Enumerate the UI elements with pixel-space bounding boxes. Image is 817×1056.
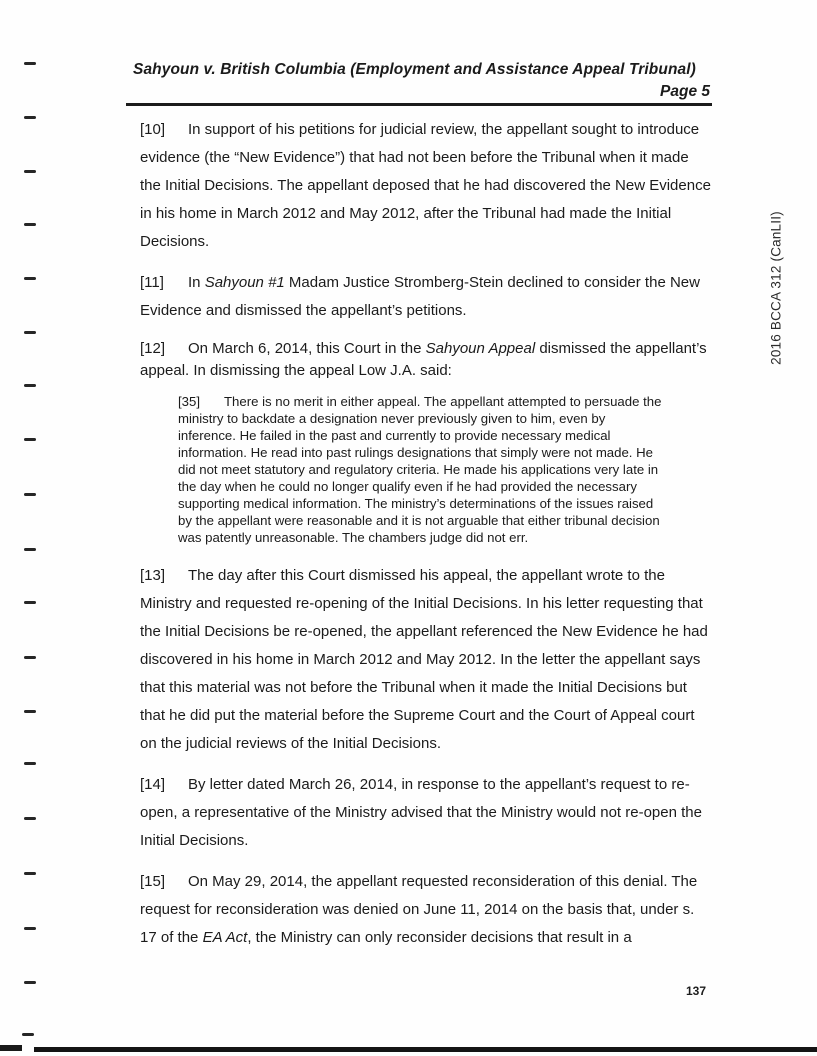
scan-artifact-dash bbox=[24, 493, 36, 496]
scan-artifact-dash bbox=[24, 170, 36, 173]
scan-artifact-dash bbox=[24, 762, 36, 765]
paragraph-10 bbox=[140, 116, 712, 256]
quote-text: There is no merit in either appeal. The appellant attempted to persuade the ministry to backdate a designation never previously given to him, even by inference. He failed in the past and currently to provide necessary medical information. He read into past rulings designations that simply were not made. He did not meet statutory and regulatory criteria. He made his applications very late in the day when he could no longer qualify even if he had provided the necessary supporting medical information. The ministry’s determinations of the issues raised by the appellant were reasonable and it is not arguable that either tribunal decision was patently unreasonable. The chambers judge did not err. bbox=[178, 394, 662, 545]
paragraph-12 bbox=[140, 338, 712, 382]
paragraph-text: In support of his petitions for judicial review, the appellant sought to introduce evidence (the “New Evidence”) that had not been before the Tribunal when it made the Initial Decisions. The appellant deposed that he had discovered the New Evidence in his home in March 2012 and May 2012, after the Tribunal had made the Initial Decisions. bbox=[140, 121, 711, 250]
scan-artifact-dash bbox=[24, 656, 36, 659]
scan-artifact-dash bbox=[24, 223, 36, 226]
document-body bbox=[140, 112, 712, 965]
paragraph-text: By letter dated March 26, 2014, in response to the appellant’s request to re-open, a representative of the Ministry advised that the Ministry would not re-open the Initial Decisions. bbox=[140, 776, 702, 849]
scan-artifact-dash bbox=[24, 438, 36, 441]
document-header bbox=[126, 60, 712, 106]
page-number-label: Page 5 bbox=[660, 83, 710, 100]
scan-artifact-dash bbox=[24, 927, 36, 930]
paragraph-number: [14] bbox=[140, 776, 166, 793]
paragraph-number: [12] bbox=[140, 340, 166, 357]
paragraph-number: [13] bbox=[140, 567, 166, 584]
case-title: Sahyoun v. British Columbia (Employment and Assistance Appeal Tribunal) bbox=[133, 61, 696, 78]
scan-artifact-dash bbox=[24, 817, 36, 820]
paragraph-number: [15] bbox=[140, 873, 166, 890]
footer-page-number: 137 bbox=[686, 984, 707, 998]
scan-artifact-bottom-bar bbox=[34, 1047, 817, 1052]
scan-artifact-dash bbox=[24, 277, 36, 280]
scan-artifact-dash bbox=[22, 1033, 34, 1036]
scan-artifact-dash bbox=[24, 331, 36, 334]
paragraph-text: On March 6, 2014, this Court in the Sahyoun Appeal dismissed the appellant’s appeal. In dismissing the appeal Low J.A. said: bbox=[140, 340, 707, 379]
scan-artifact-dash bbox=[24, 872, 36, 875]
scan-artifact-corner-mark bbox=[0, 1045, 22, 1051]
paragraph-number: [35] bbox=[178, 394, 200, 409]
paragraph-14 bbox=[140, 771, 712, 855]
paragraph-text: On May 29, 2014, the appellant requested reconsideration of this denial. The request for reconsideration was denied on June 11, 2014 on the basis that, under s. 17 of the EA Act, the Ministry can only reconsider decisions that result in a bbox=[140, 873, 698, 946]
paragraph-number: [10] bbox=[140, 121, 166, 138]
paragraph-text: In Sahyoun #1 Madam Justice Stromberg-Stein declined to consider the New Evidence and dismissed the appellant’s petitions. bbox=[140, 274, 700, 319]
scan-artifact-dash bbox=[24, 384, 36, 387]
paragraph-text: The day after this Court dismissed his appeal, the appellant wrote to the Ministry and requested re-opening of the Initial Decisions. In his letter requesting that the Initial Decisions be re-opened, the appellant referenced the New Evidence he had discovered in his home in March 2012 and May 2012. In the letter the appellant says that this material was not before the Tribunal when it made the Initial Decisions but that he did put the material before the Supreme Court and the Court of Appeal court on the judicial reviews of the Initial Decisions. bbox=[140, 567, 708, 752]
canlii-citation-sidebar: 2016 BCCA 312 (CanLII) bbox=[768, 211, 784, 365]
paragraph-number: [11] bbox=[140, 274, 164, 291]
scan-artifact-dash bbox=[24, 548, 36, 551]
paragraph-15 bbox=[140, 868, 712, 952]
paragraph-13 bbox=[140, 562, 712, 758]
scan-artifact-dash bbox=[24, 710, 36, 713]
paragraph-11 bbox=[140, 269, 712, 325]
scan-artifact-dash bbox=[24, 116, 36, 119]
scan-artifact-dash bbox=[24, 62, 36, 65]
scan-artifact-dash bbox=[24, 981, 36, 984]
block-quote-35 bbox=[178, 393, 664, 546]
scan-artifact-dash bbox=[24, 601, 36, 604]
